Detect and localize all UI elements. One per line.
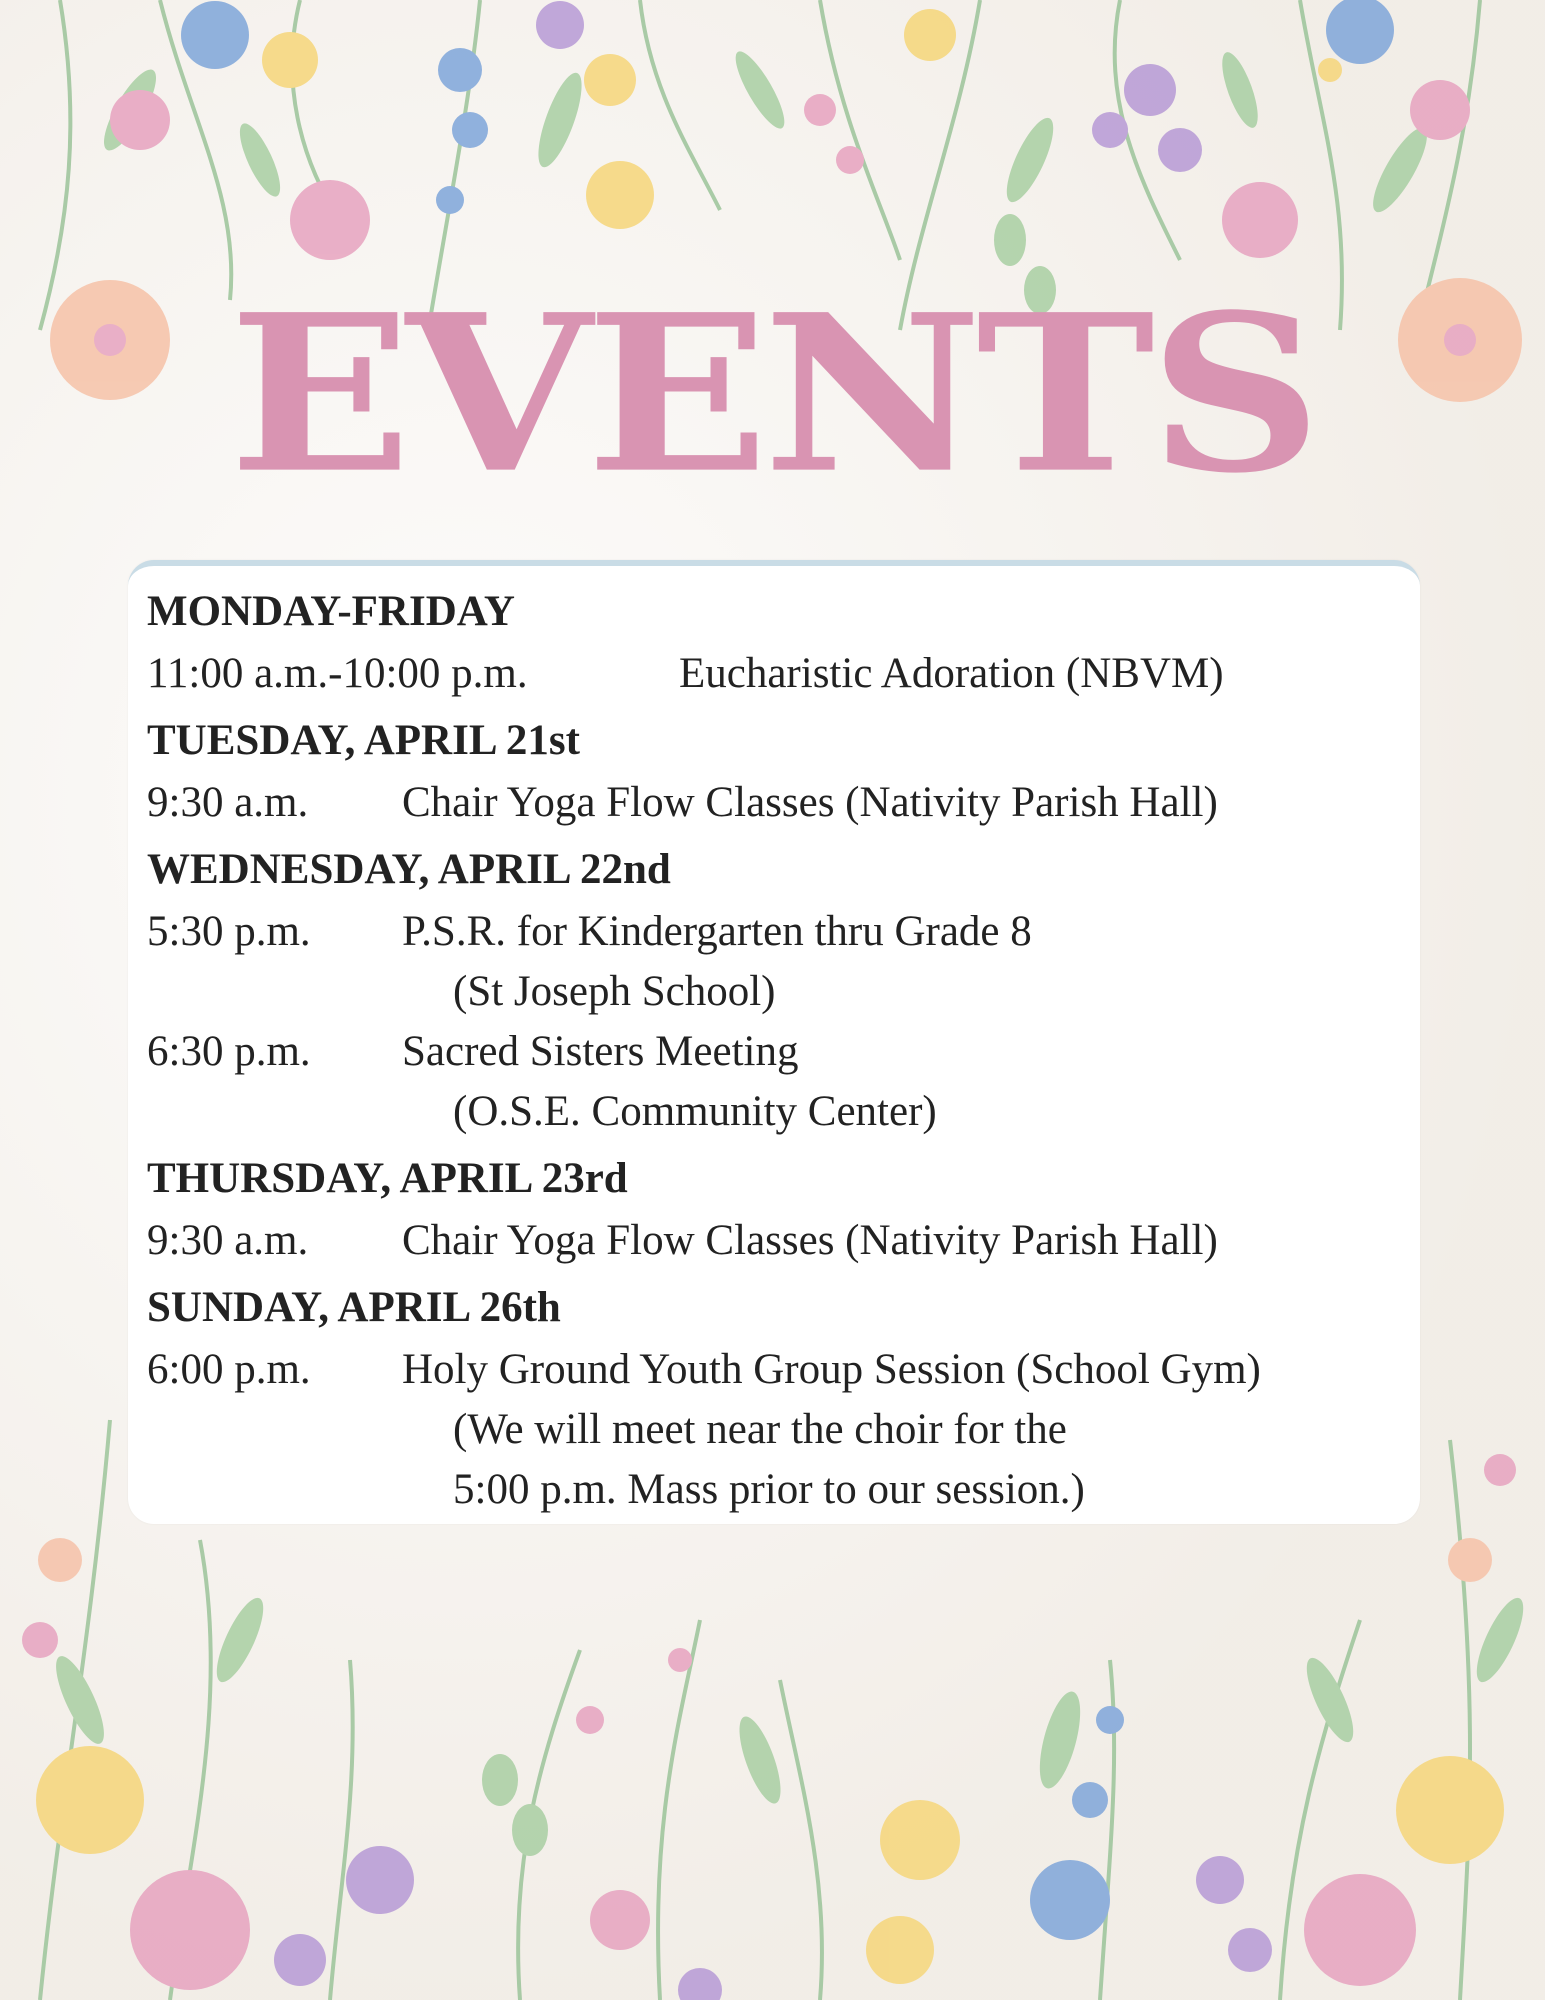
event-list bbox=[147, 585, 1407, 1520]
event-description: Eucharistic Adoration (NBVM) bbox=[679, 650, 1224, 697]
event-description: Holy Ground Youth Group Session (School Gym) bbox=[402, 1346, 1261, 1393]
event-row-continued bbox=[147, 1082, 1407, 1142]
event-time-spacer bbox=[147, 1400, 453, 1460]
page-title: EVENTS bbox=[228, 267, 1317, 521]
event-time: 11:00 a.m.-10:00 p.m. bbox=[147, 650, 528, 697]
event-time: 9:30 a.m. bbox=[147, 1217, 309, 1264]
day-heading: WEDNESDAY, APRIL 22nd bbox=[147, 846, 671, 893]
event-time-spacer bbox=[147, 1082, 453, 1142]
day-heading: SUNDAY, APRIL 26th bbox=[147, 1284, 561, 1331]
event-row bbox=[147, 1340, 1407, 1400]
event-time-spacer bbox=[147, 962, 453, 1022]
event-row-continued bbox=[147, 962, 1407, 1022]
event-description: Chair Yoga Flow Classes (Nativity Parish Hall) bbox=[402, 779, 1218, 826]
event-time: 9:30 a.m. bbox=[147, 779, 309, 826]
event-note: (We will meet near the choir for the bbox=[453, 1406, 1067, 1453]
event-row-continued bbox=[147, 1400, 1407, 1460]
event-note: 5:00 p.m. Mass prior to our session.) bbox=[453, 1466, 1085, 1513]
event-row-continued bbox=[147, 1460, 1407, 1520]
event-description: Chair Yoga Flow Classes (Nativity Parish Hall) bbox=[402, 1217, 1218, 1264]
event-description: P.S.R. for Kindergarten thru Grade 8 bbox=[402, 908, 1032, 955]
event-row bbox=[147, 902, 1407, 962]
event-row bbox=[147, 644, 1407, 704]
day-heading: TUESDAY, APRIL 21st bbox=[147, 717, 580, 764]
event-time: 6:30 p.m. bbox=[147, 1028, 311, 1075]
event-time: 5:30 p.m. bbox=[147, 908, 311, 955]
day-heading: MONDAY-FRIDAY bbox=[147, 588, 515, 635]
event-time-spacer bbox=[147, 1460, 453, 1520]
event-row bbox=[147, 1022, 1407, 1082]
event-location: (O.S.E. Community Center) bbox=[453, 1088, 937, 1135]
event-description: Sacred Sisters Meeting bbox=[402, 1028, 799, 1075]
event-time: 6:00 p.m. bbox=[147, 1346, 311, 1393]
event-location: (St Joseph School) bbox=[453, 968, 776, 1015]
event-row bbox=[147, 1211, 1407, 1271]
day-heading: THURSDAY, APRIL 23rd bbox=[147, 1155, 628, 1202]
event-row bbox=[147, 773, 1407, 833]
